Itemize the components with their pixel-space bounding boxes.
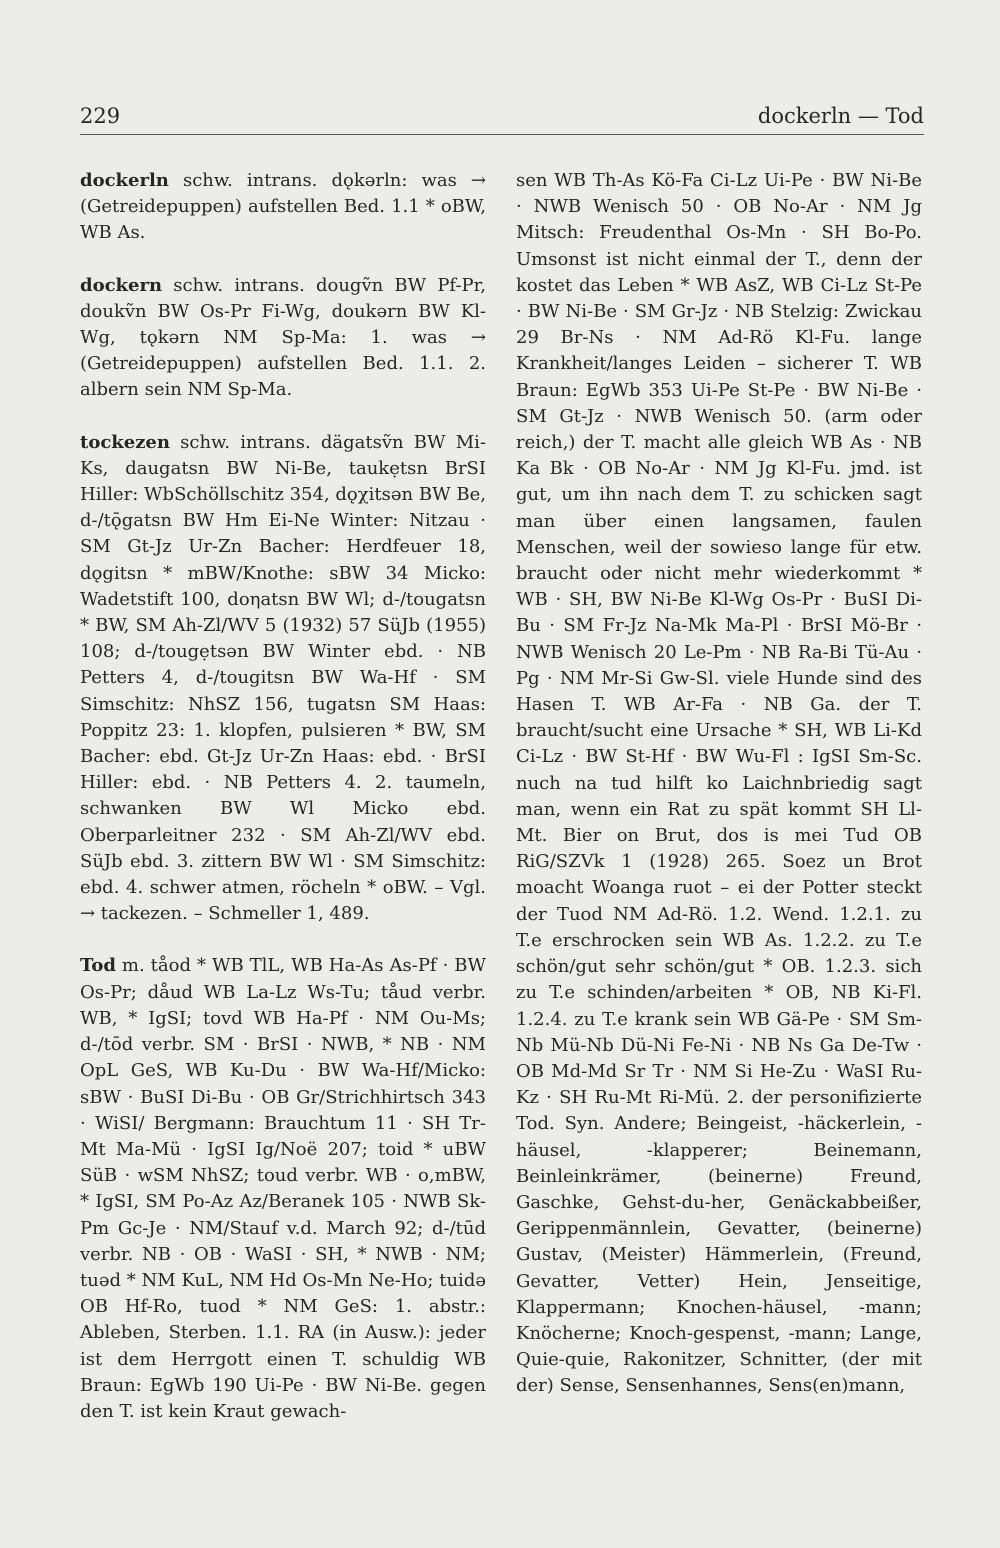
right-column <box>516 168 922 1400</box>
headword: Tod <box>80 955 116 977</box>
entry-dockerln <box>80 168 486 247</box>
entry-body: m. tåod * WB TlL, WB Ha-As As-Pf · BW Os-Pr; dåud WB La-Lz Ws-Tu; tåud verbr. WB, * IgSI; tovd WB Ha-Pf · NM Ou-Ms; d-/tōd verbr. SM · BrSI · NWB, * NB · NM OpL GeS, WB Ku-Du · BW Wa-Hf/Micko: sBW · BuSI Di-Bu · OB Gr/Strichhirtsch 343 · WiSI/ Bergmann: Brauchtum 11 · SH Tr-Mt Ma-Mü · IgSI Ig/Noë 207; toid * uBW SüB · wSM NhSZ; toud verbr. WB · o,mBW, * IgSI, SM Po-Az Az/Beranek 105 · NWB Sk-Pm Gc-Je · NM/Stauf v.d. March 92; d-/tūd verbr. NB · OB · WaSI · SH, * NWB · NM; tuəd * NM KuL, NM Hd Os-Mn Ne-Ho; tuidə OB Hf-Ro, tuod * NM GeS: 1. abstr.: Ableben, Sterben. 1.1. RA (in Ausw.): jeder ist dem Herrgott einen T. schuldig WB Braun: EgWb 190 Ui-Pe · BW Ni-Be. gegen den T. ist kein Kraut gewach- <box>80 955 486 1422</box>
running-head: dockerln — Tod <box>757 104 924 128</box>
headword: dockern <box>80 274 163 296</box>
header-rule <box>80 134 924 135</box>
headword: dockerln <box>80 170 169 191</box>
page-number: 229 <box>80 104 121 128</box>
entry-dockern <box>80 273 486 404</box>
left-column <box>80 168 486 1451</box>
headword: tockezen <box>80 431 170 453</box>
entry-body: schw. intrans. dägatsṽn BW Mi-Ks, daugatsn BW Ni-Be, taukẹtsn BrSI Hiller: WbSchöllschitz 354, dǫχitsən BW Be, d-/tǭgatsn BW Hm Ei-Ne Winter: Nitzau · SM Gt-Jz Ur-Zn Bacher: Herdfeuer 18, dǫgitsn * mBW/Knothe: sBW 34 Micko: Wadetstift 100, doηatsn BW Wl; d-/tougatsn * BW, SM Ah-Zl/WV 5 (1932) 57 SüJb (1955) 108; d-/tougẹtsən BW Winter ebd. · NB Petters 4, d-/tougitsn BW Wa-Hf · SM Simschitz: NhSZ 156, tugatsn SM Haas: Poppitz 23: 1. klopfen, pulsieren * BW, SM Bacher: ebd. Gt-Jz Ur-Zn Haas: ebd. · BrSI Hiller: ebd. · NB Petters 4. 2. taumeln, schwanken BW Wl Micko ebd. Oberparleitner 232 · SM Ah-Zl/WV ebd. SüJb ebd. 3. zittern BW Wl · SM Simschitz: ebd. 4. schwer atmen, röcheln * oBW. – Vgl. → tackezen. – Schmeller 1, 489. <box>80 431 486 925</box>
entry-body: schw. intrans. dǫkərln: was → (Getreidepuppen) aufstellen Bed. 1.1 * oBW, WB As. <box>80 170 486 244</box>
page-header <box>80 104 924 134</box>
entry-tockezen <box>80 430 486 928</box>
entry-body: schw. intrans. dougṽn BW Pf-Pr, doukṽn BW Os-Pr Fi-Wg, doukərn BW Kl-Wg, tǫkərn NM Sp-Ma: 1. was → (Getreidepuppen) aufstellen Bed. 1.1. 2. albern sein NM Sp-Ma. <box>80 274 486 401</box>
entry-tod <box>80 953 486 1425</box>
entry-tod-continuation: sen WB Th-As Kö-Fa Ci-Lz Ui-Pe · BW Ni-Be · NWB Wenisch 50 · OB No-Ar · NM Jg Mitsch: Freudenthal Os-Mn · SH Bo-Po. Umsonst ist nicht einmal der T., denn der kostet das Leben * WB AsZ, WB Ci-Lz St-Pe · BW Ni-Be · SM Gr-Jz · NB Stelzig: Zwickau 29 Br-Ns · NM Ad-Rö Kl-Fu. lange Krankheit/langes Leiden – sicherer T. WB Braun: EgWb 353 Ui-Pe St-Pe · BW Ni-Be · SM Gt-Jz · NWB Wenisch 50. (arm oder reich,) der T. macht alle gleich WB As · NB Ka Bk · OB No-Ar · NM Jg Kl-Fu. jmd. ist gut, um ihn nach dem T. zu schicken sagt man über einen langsamen, faulen Menschen, weil der sowieso lange für etw. braucht oder nicht mehr wiederkommt * WB · SH, BW Ni-Be Kl-Wg Os-Pr · BuSI Di-Bu · SM Fr-Jz Na-Mk Ma-Pl · BrSI Mö-Br · NWB Wenisch 20 Le-Pm · NB Ra-Bi Tü-Au · Pg · NM Mr-Si Gw-Sl. viele Hunde sind des Hasen T. WB Ar-Fa · NB Ga. der T. braucht/sucht eine Ursache * SH, WB Li-Kd Ci-Lz · BW St-Hf · BW Wu-Fl : IgSI Sm-Sc. nuch na tud hilft ko Laichnbriedig sagt man, wenn ein Rat zu spät kommt SH Ll-Mt. Bier on Brut, dos is mei Tud OB RiG/SZVk 1 (1928) 265. Soez un Brot moacht Woanga ruot – ei der Potter steckt der Tuod NM Ad-Rö. 1.2. Wend. 1.2.1. zu T.e erschrocken sein WB As. 1.2.2. zu T.e schön/gut sehr schön/gut * OB. 1.2.3. sich zu T.e schinden/arbeiten * OB, NB Ki-Fl. 1.2.4. zu T.e krank sein WB Gä-Pe · SM Sm-Nb Mü-Nb Dü-Ni Fe-Ni · NB Ns Ga De-Tw · OB Md-Md Sr Tr · NM Si He-Zu · WaSI Ru-Kz · SH Ru-Mt Ri-Mü. 2. der personifizierte Tod. Syn. Andere; Beingeist, -häckerlein, -häusel, -klapperer; Beinemann, Beinleinkrämer, (beinerne) Freund, Gaschke, Gehst-du-her, Genäckabbeißer, Gerippenmännlein, Gevatter, (beinerne) Gustav, (Meister) Hämmerlein, (Freund, Gevatter, Vetter) Hein, Jenseitige, Klappermann; Knochen-häusel, -mann; Knöcherne; Knoch-gespenst, -mann; Lange, Quie-quie, Rakonitzer, Schnitter, (der mit der) Sense, Sensenhannes, Sens(en)mann, <box>516 170 922 1397</box>
